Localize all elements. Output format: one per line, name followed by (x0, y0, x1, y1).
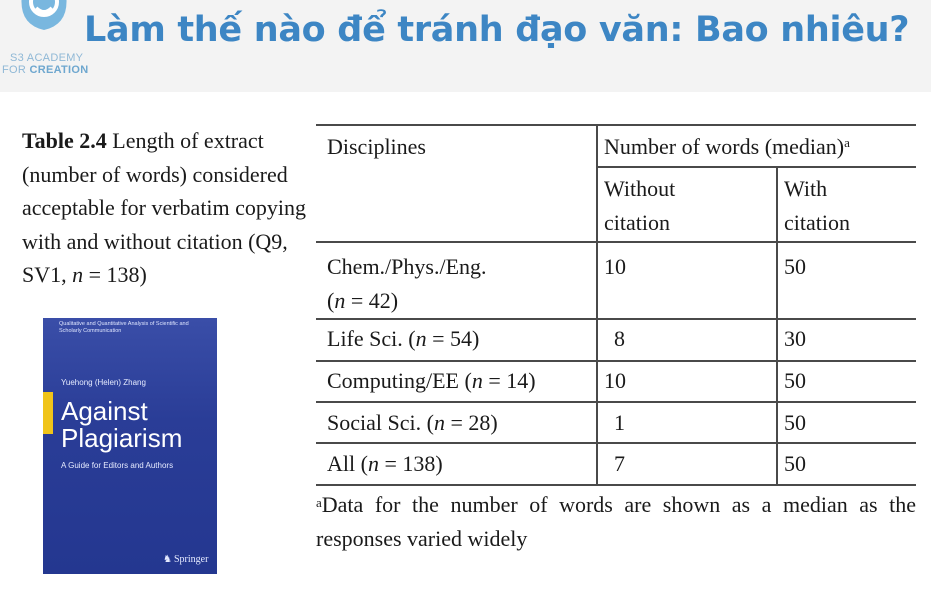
header-without-citation: Without citation (604, 176, 676, 235)
book-cover (43, 318, 217, 574)
header-disciplines: Disciplines (327, 134, 426, 159)
row-1-with: 50 (784, 254, 806, 279)
row-3-without: 10 (604, 368, 626, 393)
row-5-with: 50 (784, 451, 806, 476)
slide-header (0, 0, 931, 92)
row-4-discipline: Social Sci. (n = 28) (327, 410, 498, 435)
academy-logo-icon (14, 0, 74, 46)
row-5-without: 7 (614, 451, 625, 476)
book-author: Yuehong (Helen) Zhang (61, 378, 146, 387)
row-2-without: 8 (614, 326, 625, 351)
table-footnote (316, 488, 916, 556)
book-subtitle: A Guide for Editors and Authors (61, 461, 174, 470)
row-3-with: 50 (784, 368, 806, 393)
row-4-without: 1 (614, 410, 625, 435)
header-with-citation: With citation (784, 176, 850, 235)
caption-n: n (72, 262, 84, 287)
springer-horse-icon: ♞ (163, 554, 172, 565)
row-4-with: 50 (784, 410, 806, 435)
caption-text-2: = 138) (83, 262, 147, 287)
row-3-discipline: Computing/EE (n = 14) (327, 368, 536, 393)
row-2-with: 30 (784, 326, 806, 351)
footnote-text: Data for the number of words are shown as a median as the responses varied widely (316, 492, 916, 551)
row-1-discipline: Chem./Phys./Eng. (n = 42) (327, 254, 487, 313)
book-accent-bar (43, 392, 53, 434)
table-label: Table 2.4 (22, 128, 107, 153)
book-title: Against Plagiarism (61, 396, 183, 453)
data-table (316, 124, 916, 486)
caption-text-1: Length of extract (number of words) considered acceptable for verbatim copying with and without citation (Q9, SV1, (22, 128, 307, 287)
row-2-discipline: Life Sci. (n = 54) (327, 326, 480, 351)
academy-logo-text (2, 52, 89, 76)
page-title: Làm thế nào để tránh đạo văn: Bao nhiêu? (84, 10, 910, 50)
row-1-without: 10 (604, 254, 626, 279)
footnote-marker: a (316, 495, 322, 510)
header-number-of-words: Number of words (median)$^a$ (604, 134, 850, 159)
book-series: Qualitative and Quantitative Analysis of Scientific and Scholarly Communication (59, 321, 189, 334)
book-publisher: ♞ Springer (163, 554, 209, 565)
row-5-discipline: All (n = 138) (327, 451, 443, 476)
table-caption (22, 124, 312, 292)
logo-line-2: FOR CREATION (2, 64, 89, 76)
logo-line-1: S3 ACADEMY (10, 52, 84, 64)
